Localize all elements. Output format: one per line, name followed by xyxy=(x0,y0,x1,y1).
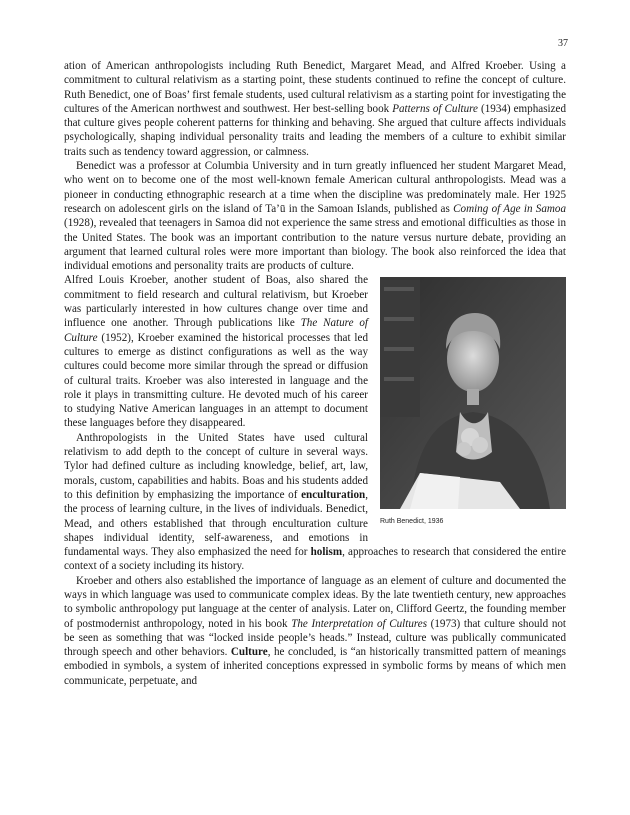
book-title: Patterns of Culture xyxy=(392,102,478,115)
paragraph-enculturation: Anthropologists in the United States have used cultural relativism to add depth to the concept of culture in several ways. Tylor had defined culture as including knowledge, belief, art, law, morals, custom, capabilities and habits. Boas and his students added to this definition by emphasizing the importance of enculturation, the process of learning culture, in the lives of individuals. Benedict, Mead, and others established that through enculturation culture shapes individual identity, self-awareness, and emotions in fundamental ways. They also emphasized the need for holism, approaches to research that considered the entire context of a society including its history. xyxy=(64,431,566,573)
key-term: holism xyxy=(310,546,343,559)
key-term: enculturation xyxy=(301,488,366,501)
paragraph-patterns-of-culture: ation of American anthropologists including Ruth Benedict, Margaret Mead, and Alfred Kroeber. Using a commitment to cultural relativism as a starting point, these students continued to refine the concept of culture. Ruth Benedict, one of Boas’ first female students, used cultural relativism as a starting point for investigating the cultures of the American northwest and southwest. Her best-selling book Patterns of Culture (1934) emphasized that culture gives people coherent patterns for thinking and behaving. She argued that culture affects individuals psychologically, shaping individual personality traits and leading the members of a culture to exhibit similar traits such as tendency toward aggression, or calmness. xyxy=(64,60,566,158)
page-number: 37 xyxy=(558,38,568,49)
book-title: Coming of Age in Samoa xyxy=(453,202,567,215)
paragraph-geertz: Kroeber and others also established the importance of language as an element of culture and documented the ways in which language was used to communicate complex ideas. By the late twentieth century, new approaches to symbolic anthropology put language at the center of analysis. Later on, Clifford Geertz, the founding member of postmodernist anthropology, noted in his book The Interpretation of Cultures (1973) that culture should not be seen as something that was “locked inside people’s heads.” Instead, culture was publically communicated through speech and other behaviors. Culture, he concluded, is “an historically transmitted pattern of meanings embodied in symbols, a system of inherited conceptions expressed in symbolic forms by means of which men communicate, perpetuate, and xyxy=(64,574,566,687)
figure xyxy=(380,277,566,529)
key-term: Culture xyxy=(230,646,268,659)
paragraph-kroeber: Alfred Louis Kroeber, another student of Boas, also shared the commitment to field research and cultural relativism, but Kroeber was particularly interested in how cultures change over time and influence one another. Through publications like The Nature of Culture (1952), Kroeber examined the historical processes that led cultures to emerge as distinct configurations as well as the way cultures could become more similar through the spread or diffusion of cultural traits. Kroeber was also interested in language and the role it plays in transmitting culture. He devoted much of his career to studying Native American languages in an attempt to document these languages before they disappeared. xyxy=(64,274,368,430)
book-title: The Nature of Culture xyxy=(64,317,368,344)
book-title: The Interpretation of Cultures xyxy=(291,617,428,630)
body-text xyxy=(64,59,566,688)
portrait-photo xyxy=(380,277,566,509)
paragraph-margaret-mead: Benedict was a professor at Columbia University and in turn greatly influenced her student Margaret Mead, who went on to become one of the most well-known female American cultural anthropologists. Mead was a pioneer in conducting ethnographic research at a time when the discipline was predominately male. Her 1925 research on adolescent girls on the island of Ta’ū in the Samoan Islands, published as Coming of Age in Samoa (1928), revealed that teenagers in Samoa did not experience the same stress and emotional difficulties as those in the United States. The book was an important contribution to the nature versus nurture debate, providing an argument that learned cultural roles were more important than biology. The book also reinforced the idea that individual emotions and personality traits are products of culture. xyxy=(64,160,567,273)
photo-caption: Ruth Benedict, 1936 xyxy=(380,518,444,526)
